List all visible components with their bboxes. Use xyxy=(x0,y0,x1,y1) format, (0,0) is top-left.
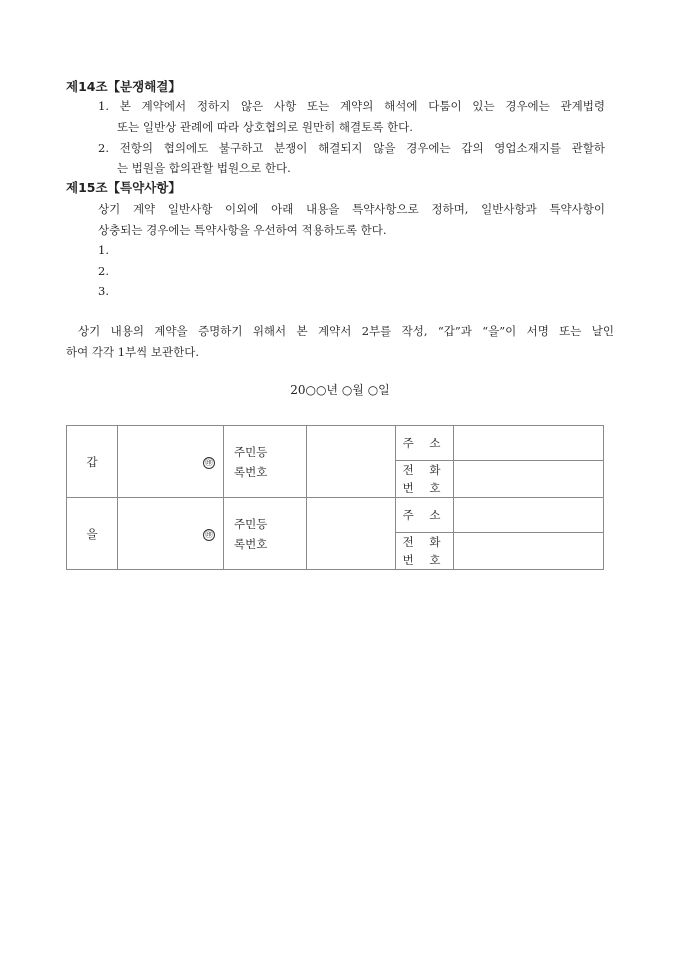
article15-body-line2: 상충되는 경우에는 특약사항을 우선하여 적용하도록 한다. xyxy=(98,223,387,237)
id-number-field[interactable] xyxy=(307,426,396,498)
seal-field[interactable] xyxy=(118,498,224,570)
article14-item1-line1: 1. 본 계약에서 정하지 않은 사항 또는 계약의 해석에 다툼이 있는 경우에는 관계법령 xyxy=(98,99,605,113)
seal-icon: ㊞ xyxy=(205,530,213,539)
article14-item2-line1: 2. 전항의 협의에도 불구하고 분쟁이 해결되지 않을 경우에는 갑의 영업소재지를 관할하 xyxy=(98,141,605,155)
signature-table xyxy=(66,425,604,570)
article15-item-1: 1. xyxy=(98,243,109,257)
phone-label: 전 화 번 호 xyxy=(396,533,454,570)
article15-item-3: 3. xyxy=(98,284,109,298)
closing-line2: 하여 각각 1부씩 보관한다. xyxy=(66,345,200,359)
id-number-field[interactable] xyxy=(307,498,396,570)
article14-item2-line2: 는 법원을 합의관할 법원으로 한다. xyxy=(117,161,291,175)
article14-item1-line2: 또는 일반상 관례에 따라 상호협의로 원만히 해결토록 한다. xyxy=(117,120,413,134)
id-number-label: 주민등 록번호 xyxy=(224,498,307,570)
article14-heading: 제14조【분쟁해결】 xyxy=(66,79,181,94)
party-name: 을 xyxy=(67,498,118,570)
party-name: 갑 xyxy=(67,426,118,498)
phone-field[interactable] xyxy=(454,533,604,570)
address-label: 주 소 xyxy=(396,426,454,461)
closing-line1: 상기 내용의 계약을 증명하기 위해서 본 계약서 2부를 작성, “갑”과 “을”이 서명 또는 날인 xyxy=(78,324,614,338)
seal-icon: ㊞ xyxy=(205,458,213,467)
phone-field[interactable] xyxy=(454,461,604,498)
id-number-label: 주민등 록번호 xyxy=(224,426,307,498)
seal-field[interactable] xyxy=(118,426,224,498)
article15-body-line1: 상기 계약 일반사항 이외에 아래 내용을 특약사항으로 정하며, 일반사항과 특약사항이 xyxy=(98,202,605,216)
address-field[interactable] xyxy=(454,426,604,461)
party-row xyxy=(67,498,604,533)
phone-label: 전 화 번 호 xyxy=(396,461,454,498)
contract-date: 20○○년 ○월 ○일 xyxy=(290,383,390,397)
address-field[interactable] xyxy=(454,498,604,533)
party-row xyxy=(67,426,604,461)
article15-heading: 제15조【특약사항】 xyxy=(66,180,181,195)
address-label: 주 소 xyxy=(396,498,454,533)
article15-item-2: 2. xyxy=(98,264,109,278)
